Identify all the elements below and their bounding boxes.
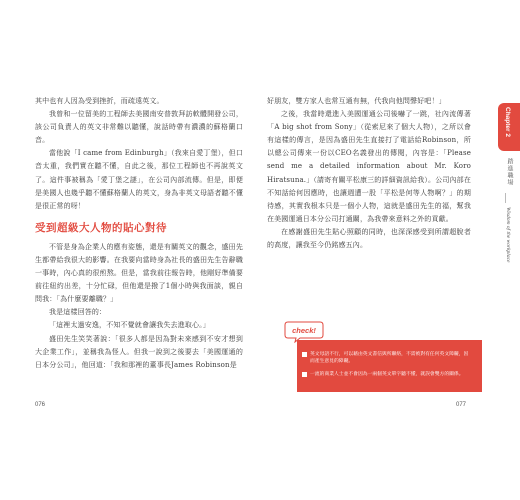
section-heading: 受到超級大人物的貼心對待 [35,221,167,234]
check-item-2-text: 一流的商業人士並不會因為一兩個英文單字聽不懂，就誤會雙方的關係。 [310,372,464,377]
right-paragraph-2: 之後，我當時還進入美國運通公司後嚇了一跳，社內流傳著「A big shot from Sony」（從索尼來了個大人物），之所以會有這樣的傳言，是因為盛田先生直接打了電話給Robinson，所以總公司傳來一份以CEO名義發出的傳閱，內容是：「Please send me a detailed information about Mr. Koro Hiratsuna.」（請寄有關平松康三的詳細資訊給我）。公司內部在不知話給何因應時，也讓週遭一股「平松是何等人物啊？」的期待感，其實我根本只是一個小人物，這就是盛田先生的福，幫我在美國運通日本分公司打通關，為我帶來意料之外的貢獻。 [267,110,471,223]
left-paragraph-3: 當他說「I came from Edinburgh」（我來自愛丁堡），但口音太重，我們實在聽不懂，自此之後，那位工程師也不再說英文了。這件事被稱為「愛丁堡之謎」，在公司內部流傳。但是，即便是美國人也幾乎聽不懂蘇格蘭人的英文，身為非英文母語者聽不懂是很正常的呀！ [35,149,243,210]
check-item-1 [310,351,470,365]
right-paragraph-1: 好朋友，雙方家人也常互通有無，代我向他問聲好吧！」 [267,97,446,105]
left-page-number: 076 [35,402,46,408]
check-item-2 [310,371,470,378]
chapter-subtitle: 踏進職場 [506,158,512,186]
check-box [297,340,482,392]
chapter-label: Chapter 2 [504,107,511,137]
right-paragraph-3: 在感謝盛田先生貼心照顧的同時，也深深感受到所謂超脫者的高度，讓我至今仍銘感五內。 [267,227,471,250]
check-badge-label: check! [292,326,316,335]
left-paragraph-1: 其中也有人因為受到挫折，而疏遠英文。 [35,97,164,105]
check-item-1-text: 英文母語不行，可以藉由英文書信與所聯絡，不需被對有任何英文障礙，因而產生意見的障礙。 [310,352,469,364]
left-page [35,95,243,372]
left-paragraph-4: 不管是身為企業人的應有姿態，還是有關英文的觀念，盛田先生都帶給我很大的影響。在我要向當時身為社長的盛田先生告辭職一事時，內心真的很煎熬。但是，當我前往報告時，他剛好準備要前往紐約出差，十分忙碌，但他還是撥了1個小時與我面談，親自問我：「為什麼要離職？」 [35,242,243,304]
left-paragraph-6: 「這裡太過安逸，不知不覺就會讓我失去進取心。」 [49,321,210,330]
left-paragraph-2: 我曾和一位留美的工程師去美國南安普敦拜訪軟體開發公司，該公司負責人的英文非常難以聽懂，說話時帶有濃濃的蘇格蘭口音。 [35,110,243,145]
tab-divider [505,193,506,203]
check-badge [284,320,324,343]
right-page [267,95,471,252]
left-paragraph-5: 我是這樣回答的： [49,308,107,317]
right-page-number: 077 [456,402,467,408]
chapter-subtitle-en: Wisdom of the workplace [505,207,511,263]
chapter-tab [498,103,520,151]
left-paragraph-7: 盛田先生笑笑著說：「很多人都是因為對未來感到不安才想到大企業工作」，並稱我為怪人。但我一說到之後要去「美國運通的日本分公司」，他回道：「我和那裡的董事長James Robinson是 [35,334,243,369]
checkbox-icon [302,372,307,377]
checkbox-icon [302,352,307,357]
